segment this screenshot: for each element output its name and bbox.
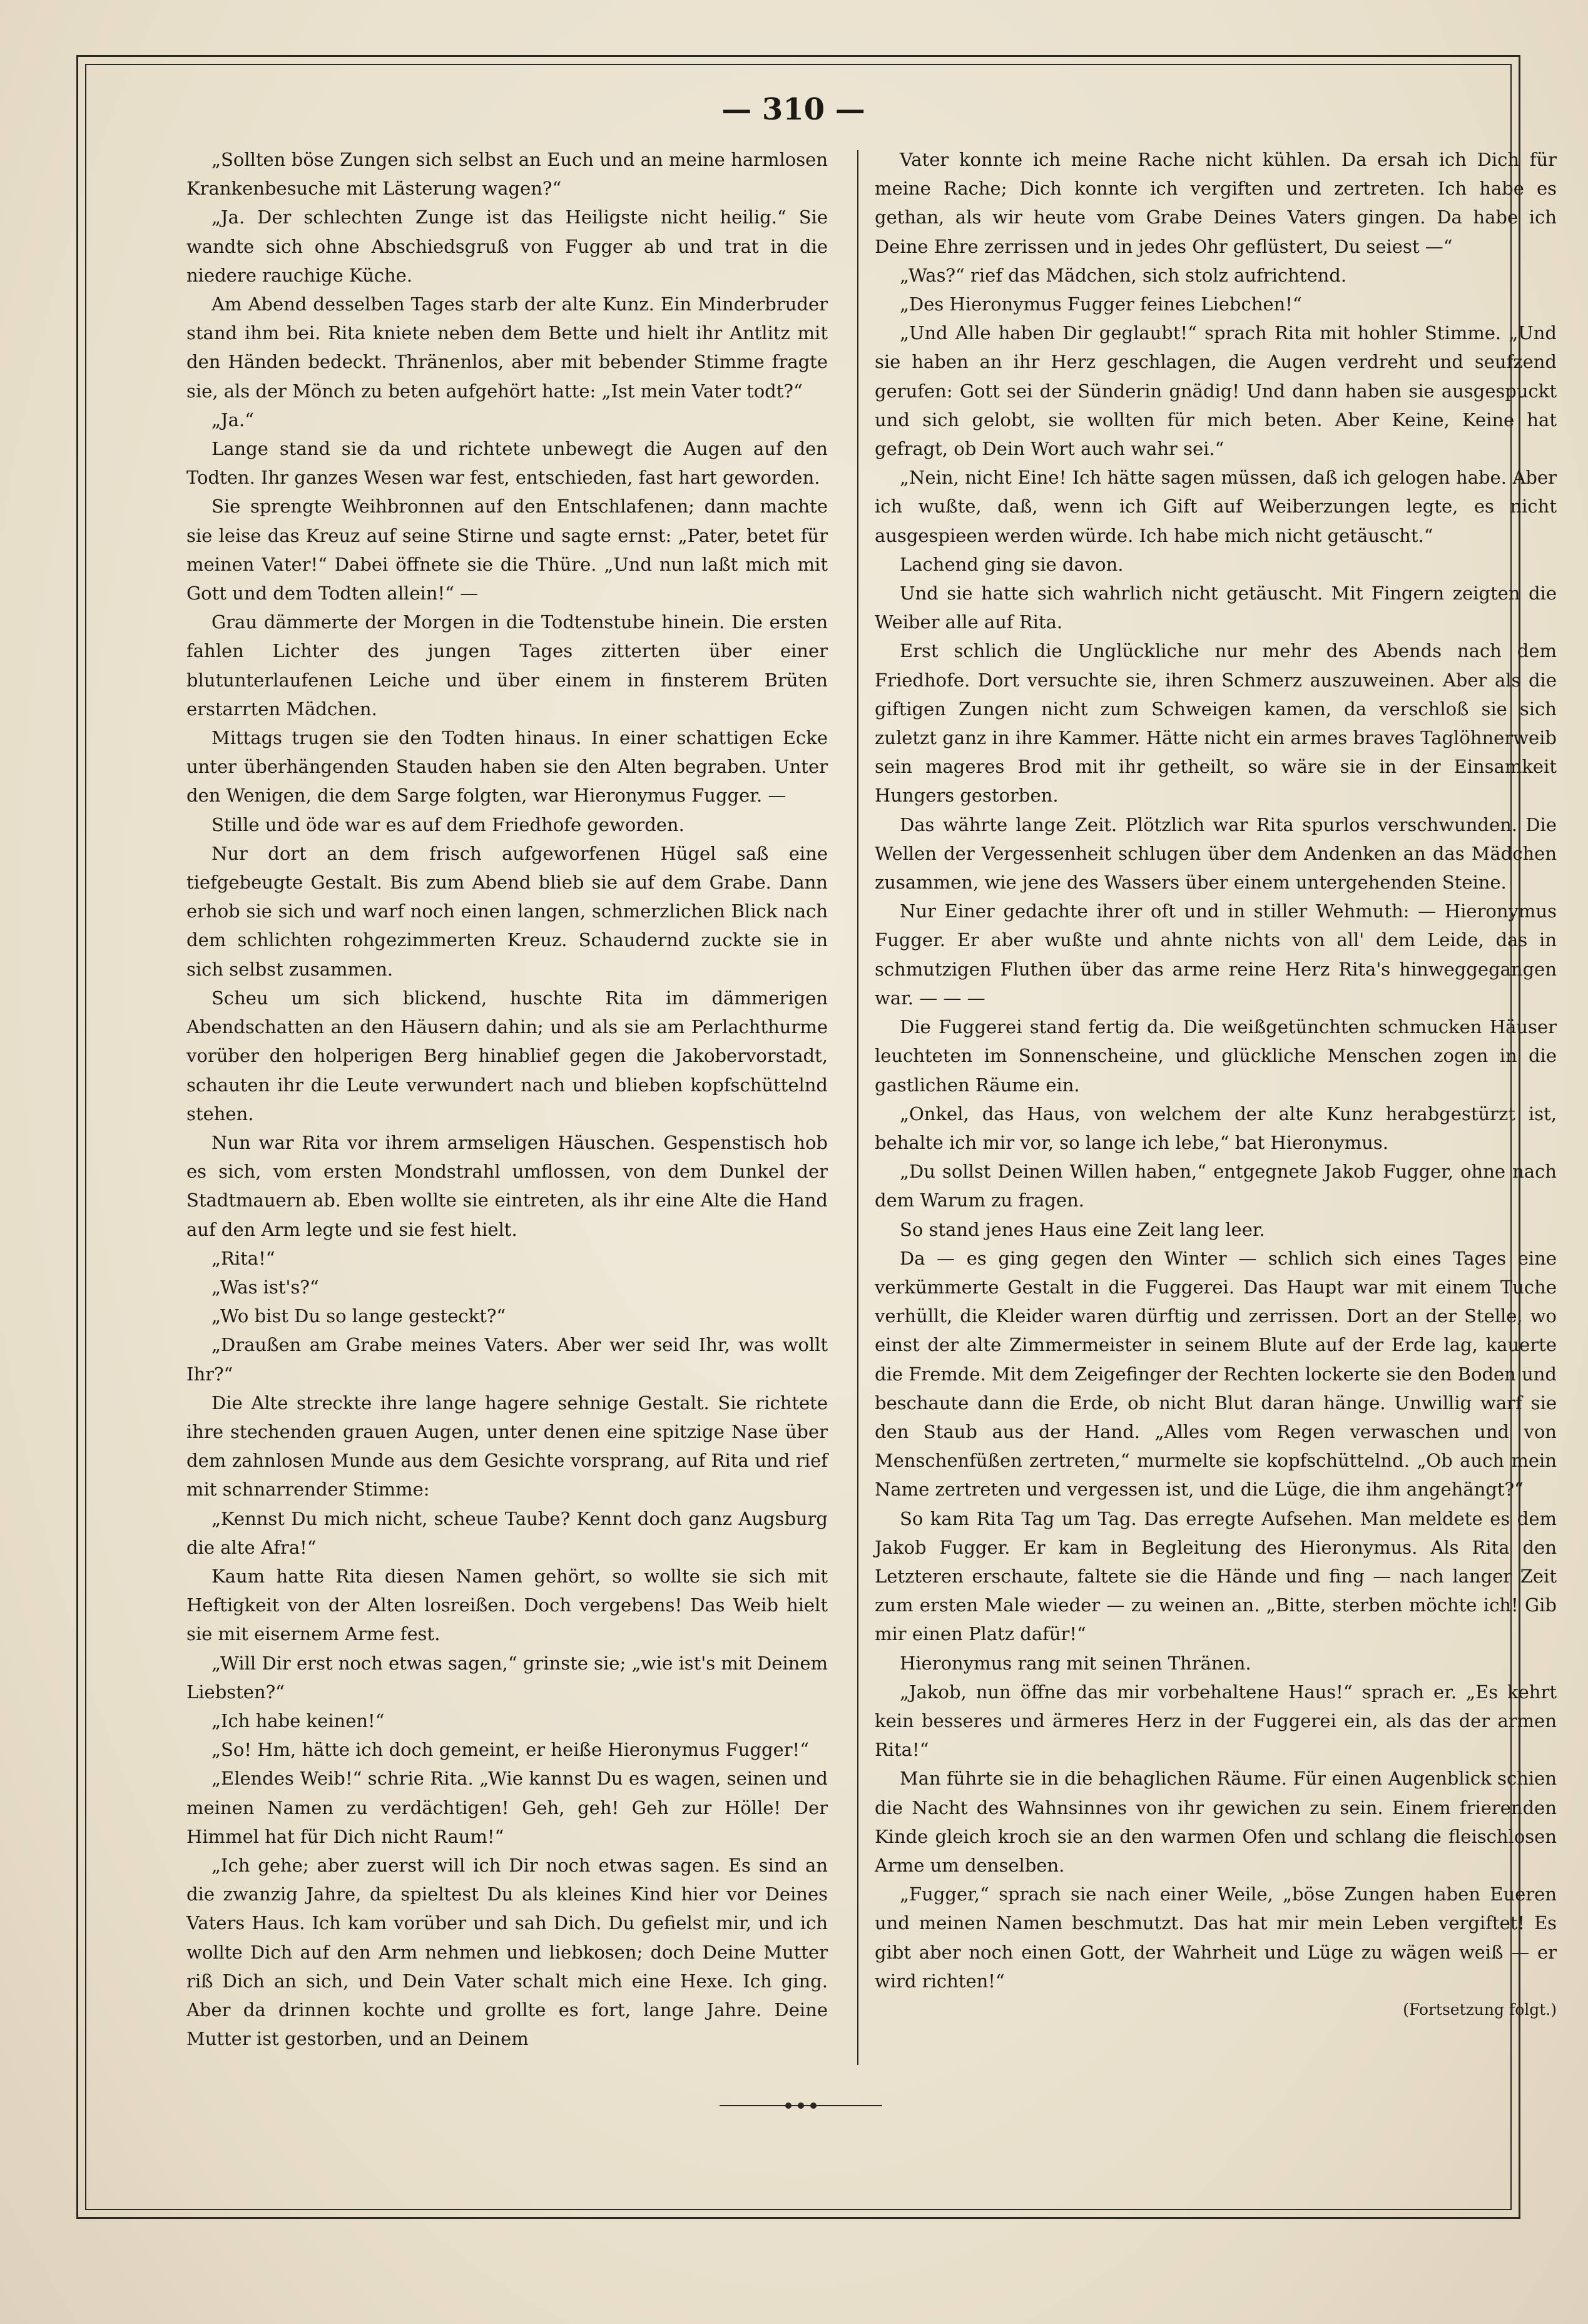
- paragraph: „Draußen am Grabe meines Vaters. Aber wer seid Ihr, was wollt Ihr?“: [186, 1334, 828, 1385]
- right-column: [875, 145, 1557, 2024]
- paragraph: „Ja.“: [211, 409, 254, 431]
- right-column-text: [875, 145, 1557, 1995]
- paragraph: Scheu um sich blickend, huschte Rita im dämmerigen Abendschatten an den Häusern dahin; und als sie am Perlachthurme vorüber den holperigen Berg hinablief gegen die Jakobervorstadt, schauten ihr die Leute verwundert nach und blieben kopfschüttelnd stehen.: [186, 987, 828, 1124]
- paragraph: „Will Dir erst noch etwas sagen,“ grinste sie; „wie ist's mit Deinem Liebsten?“: [186, 1652, 828, 1703]
- end-ornament-dot: [785, 2102, 791, 2109]
- paragraph: Mittags trugen sie den Todten hinaus. In einer schattigen Ecke unter überhängenden Stauden haben sie den Alten begraben. Unter den Wenigen, die dem Sarge folgten, war Hieronymus Fugger. —: [186, 727, 828, 807]
- paragraph: „Und Alle haben Dir geglaubt!“ sprach Rita mit hohler Stimme. „Und sie haben an ihr Herz geschlagen, die Augen verdreht und seufzend gerufen: Gott sei der Sünderin gnädig! Und dann haben sie ausgespuckt und sich gelobt, sie wollten für mich beten. Aber Keine, Keine hat gefragt, ob Dein Wort auch wahr sei.“: [875, 322, 1557, 460]
- continuation-note: (Fortsetzung folgt.): [1403, 2000, 1557, 2019]
- paragraph: Stille und öde war es auf dem Friedhofe geworden.: [211, 813, 685, 835]
- paragraph: „Was?“ rief das Mädchen, sich stolz aufrichtend.: [900, 264, 1347, 286]
- paragraph: „Rita!“: [211, 1247, 275, 1269]
- end-ornament-dot: [798, 2102, 804, 2109]
- paragraph: „Ja. Der schlechten Zunge ist das Heiligste nicht heilig.“ Sie wandte sich ohne Abschiedsgruß von Fugger ab und trat in die niedere rauchige Küche.: [186, 206, 828, 286]
- paragraph: Kaum hatte Rita diesen Namen gehört, so wollte sie sich mit Heftigkeit von der Alten losreißen. Doch vergebens! Das Weib hielt sie mit eisernem Arme fest.: [186, 1565, 828, 1645]
- paragraph: Hieronymus rang mit seinen Thränen.: [900, 1652, 1251, 1674]
- paragraph: „Elendes Weib!“ schrie Rita. „Wie kannst Du es wagen, seinen und meinen Namen zu verdächtigen! Geh, geh! Geh zur Hölle! Der Himmel hat für Dich nicht Raum!“: [186, 1768, 828, 1847]
- paragraph: Lachend ging sie davon.: [900, 553, 1124, 575]
- paragraph: Am Abend desselben Tages starb der alte Kunz. Ein Minderbruder stand ihm bei. Rita kniete neben dem Bette und hielt ihr Antlitz mit den Händen bedeckt. Thränenlos, aber mit bebender Stimme fragte sie, als der Mönch zu beten aufgehört hatte: „Ist mein Vater todt?“: [186, 293, 828, 402]
- paragraph: Da — es ging gegen den Winter — schlich sich eines Tages eine verkümmerte Gestalt in die Fuggerei. Das Haupt war mit einem Tuche verhüllt, die Kleider waren dürftig und zerrissen. Dort an der Stelle, wo einst der alte Zimmermeister in seinem Blute auf der Erde lag, kauerte die Fremde. Mit dem Zeigefinger der Rechten lockerte sie den Boden und beschaute dann die Erde, ob nicht Blut daran hänge. Unwillig warf sie den Staub aus der Hand. „Alles vom Regen verwaschen und von Menschenfüßen zertreten,“ murmelte sie kopfschüttelnd. „Ob auch mein Name zertreten und vergessen ist, und die Lüge, die ihm angehängt?“: [875, 1247, 1557, 1501]
- paragraph: So stand jenes Haus eine Zeit lang leer.: [900, 1218, 1265, 1240]
- paragraph: „Wo bist Du so lange gesteckt?“: [211, 1305, 506, 1327]
- paragraph: „Fugger,“ sprach sie nach einer Weile, „böse Zungen haben Eueren und meinen Namen beschmutzt. Das hat mir mein Leben vergiftet! Es gibt aber noch einen Gott, der Wahrheit und Lüge zu wägen weiß — er wird richten!“: [875, 1883, 1557, 1992]
- paragraph: Nur Einer gedachte ihrer oft und in stiller Wehmuth: — Hieronymus Fugger. Er aber wußte und ahnte nichts von all' dem Leide, das in schmutzigen Fluthen über das arme reine Herz Rita's hinweggegangen war. — — —: [875, 900, 1557, 1009]
- end-ornament-dot: [810, 2102, 817, 2109]
- paragraph: „Was ist's?“: [211, 1276, 319, 1298]
- paragraph: „Kennst Du mich nicht, scheue Taube? Kennt doch ganz Augsburg die alte Afra!“: [186, 1507, 828, 1558]
- column-divider: [857, 150, 858, 2065]
- paragraph: Das währte lange Zeit. Plötzlich war Rita spurlos verschwunden. Die Wellen der Vergessenheit schlugen über dem Andenken an das Mädchen zusammen, wie jene des Wassers über einem untergehenden Steine.: [875, 813, 1557, 894]
- paragraph: So kam Rita Tag um Tag. Das erregte Aufsehen. Man meldete es dem Jakob Fugger. Er kam in Begleitung des Hieronymus. Als Rita den Letzteren erschaute, faltete sie die Hände und fing — nach langer Zeit zum ersten Male wieder — zu weinen an. „Bitte, sterben möchte ich! Gib mir einen Platz dafür!“: [875, 1507, 1557, 1645]
- end-ornament: [720, 2099, 882, 2112]
- paragraph: „So! Hm, hätte ich doch gemeint, er heiße Hieronymus Fugger!“: [211, 1739, 810, 1761]
- paragraph: Nun war Rita vor ihrem armseligen Häuschen. Gespenstisch hob es sich, vom ersten Mondstrahl umflossen, von dem Dunkel der Stadtmauern ab. Eben wollte sie eintreten, als ihr eine Alte die Hand auf den Arm legte und sie fest hielt.: [186, 1131, 828, 1240]
- paragraph: „Des Hieronymus Fugger feines Liebchen!“: [900, 293, 1302, 315]
- left-column: [186, 145, 828, 2053]
- paragraph: „Ich gehe; aber zuerst will ich Dir noch etwas sagen. Es sind an die zwanzig Jahre, da spieltest Du als kleines Kind hier vor Deines Vaters Haus. Ich kam vorüber und sah Dich. Du gefielst mir, und ich wollte Dich auf den Arm nehmen und liebkosen; doch Deine Mutter riß Dich an sich, und Dein Vater schalt mich eine Hexe. Ich ging. Aber da drinnen kochte und grollte es fort, lange Jahre. Deine Mutter ist gestorben, und an Deinem: [186, 1854, 828, 2050]
- paragraph: Sie sprengte Weihbronnen auf den Entschlafenen; dann machte sie leise das Kreuz auf seine Stirne und sagte ernst: „Pater, betet für meinen Vater!“ Dabei öffnete sie die Thüre. „Und nun laßt mich mit Gott und dem Todten allein!“ —: [186, 496, 828, 604]
- paragraph: „Jakob, nun öffne das mir vorbehaltene Haus!“ sprach er. „Es kehrt kein besseres und ärmeres Herz in der Fuggerei ein, als das der armen Rita!“: [875, 1681, 1557, 1761]
- paragraph: „Ich habe keinen!“: [211, 1710, 385, 1731]
- paragraph: Erst schlich die Unglückliche nur mehr des Abends nach dem Friedhofe. Dort versuchte sie, ihren Schmerz auszuweinen. Aber als die giftigen Zungen nicht zum Schweigen kamen, da verschloß sie sich zuletzt ganz in ihre Kammer. Hätte nicht ein armes braves Taglöhnerweib sein mageres Brod mit ihr getheilt, so wäre sie in der Einsamkeit Hungers gestorben.: [875, 640, 1557, 807]
- paragraph: Und sie hatte sich wahrlich nicht getäuscht. Mit Fingern zeigten die Weiber alle auf Rita.: [875, 583, 1557, 633]
- paragraph: Die Fuggerei stand fertig da. Die weißgetünchten schmucken Häuser leuchteten im Sonnenscheine, und glückliche Menschen zogen in die gastlichen Räume ein.: [875, 1016, 1557, 1096]
- page-number: — 310 —: [721, 92, 865, 127]
- paragraph: „Du sollst Deinen Willen haben,“ entgegnete Jakob Fugger, ohne nach dem Warum zu fragen.: [875, 1161, 1557, 1211]
- paragraph: „Sollten böse Zungen sich selbst an Euch und an meine harmlosen Krankenbesuche mit Lästerung wagen?“: [186, 149, 828, 200]
- continuation-row: [875, 1995, 1557, 2024]
- paragraph: Die Alte streckte ihre lange hagere sehnige Gestalt. Sie richtete ihre stechenden grauen Augen, unter denen eine spitzige Nase über dem zahnlosen Munde aus dem Gesichte vorsprang, auf Rita und rief mit schnarrender Stimme:: [186, 1392, 828, 1501]
- paragraph: „Nein, nicht Eine! Ich hätte sagen müssen, daß ich gelogen habe. Aber ich wußte, daß, wenn ich Gift auf Weiberzungen legte, es nicht ausgespieen werden würde. Ich habe mich nicht getäuscht.“: [875, 467, 1557, 546]
- paragraph: Nur dort an dem frisch aufgeworfenen Hügel saß eine tiefgebeugte Gestalt. Bis zum Abend blieb sie auf dem Grabe. Dann erhob sie sich und warf noch einen langen, schmerzlichen Blick nach dem schlichten rohgezimmerten Kreuz. Schaudernd zuckte sie in sich selbst zusammen.: [186, 842, 828, 980]
- paragraph: „Onkel, das Haus, von welchem der alte Kunz herabgestürzt ist, behalte ich mir vor, so lange ich lebe,“ bat Hieronymus.: [875, 1103, 1557, 1153]
- paragraph: Lange stand sie da und richtete unbewegt die Augen auf den Todten. Ihr ganzes Wesen war fest, entschieden, fast hart geworden.: [186, 438, 828, 489]
- paragraph: Vater konnte ich meine Rache nicht kühlen. Da ersah ich Dich für meine Rache; Dich konnte ich vergiften und zertreten. Ich habe es gethan, als wir heute vom Grabe Deines Vaters gingen. Da habe ich Deine Ehre zerrissen und in jedes Ohr geflüstert, Du seiest —“: [875, 149, 1557, 257]
- paragraph: Grau dämmerte der Morgen in die Todtenstube hinein. Die ersten fahlen Lichter des jungen Tages zitterten über einer blutunterlaufenen Leiche und über einem in finsterem Brüten erstarrten Mädchen.: [186, 611, 828, 720]
- paragraph: Man führte sie in die behaglichen Räume. Für einen Augenblick schien die Nacht des Wahnsinnes von ihr gewichen zu sein. Einem frierenden Kinde gleich kroch sie an den warmen Ofen und schlang die fleischlosen Arme um denselben.: [875, 1768, 1557, 1876]
